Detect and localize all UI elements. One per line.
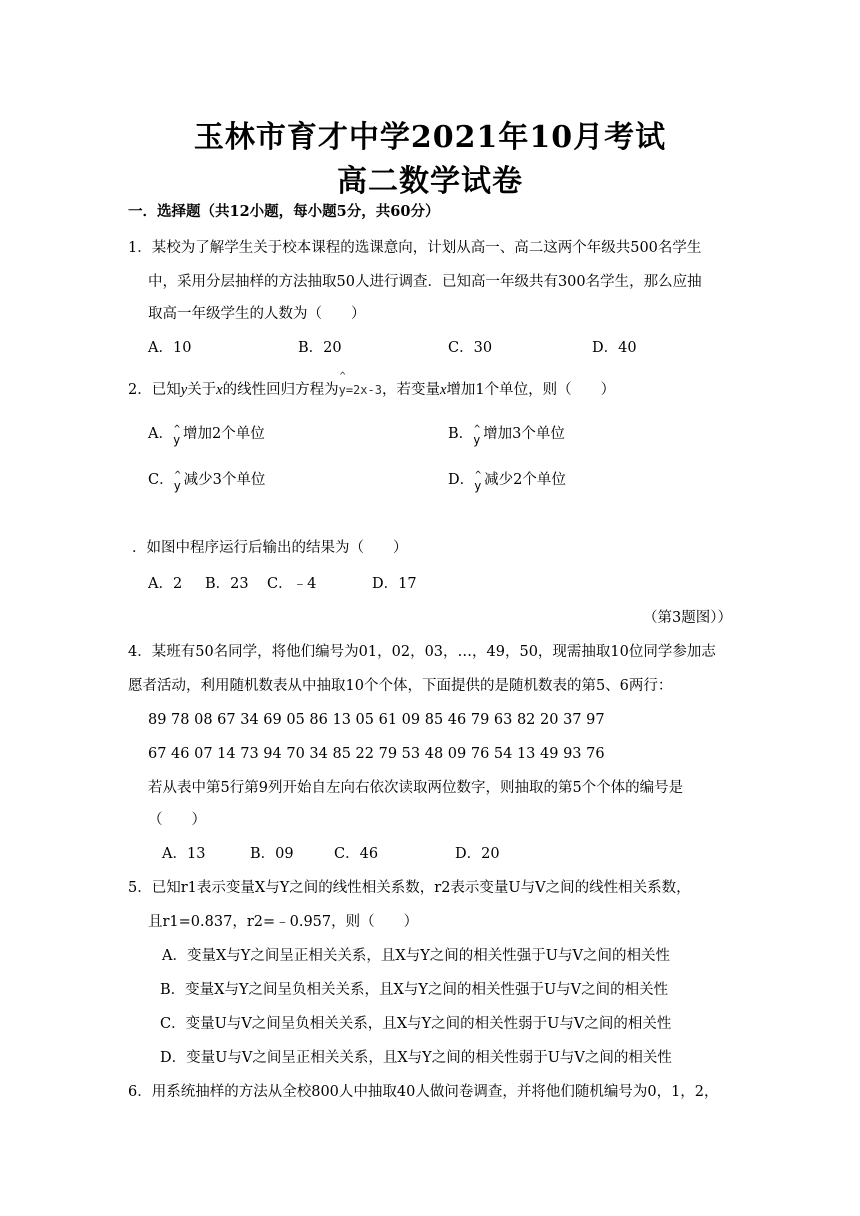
q2-option-d: D． ^ y 减少2个单位 <box>448 470 566 493</box>
y-hat-icon: ^ y <box>173 470 181 493</box>
q2-option-c: C． ^ y 减少3个单位 <box>148 470 266 493</box>
q2-var-x: x <box>216 382 223 398</box>
q2-mid1: 关于 <box>187 382 217 398</box>
q4-option-b: B．09 <box>250 846 294 862</box>
y-hat-icon: ^ y <box>474 470 482 493</box>
q5-option-b: B．变量X与Y之间呈负相关关系，且X与Y之间的相关性强于U与V之间的相关性 <box>160 982 669 998</box>
q5-line1: 5．已知r1表示变量X与Y之间的线性相关系数，r2表示变量U与V之间的线性相关系数， <box>128 880 691 896</box>
q5-option-c: C．变量U与V之间呈负相关关系，且X与Y之间的相关性弱于U与V之间的相关性 <box>160 1016 672 1032</box>
q5-option-a: A．变量X与Y之间呈正相关关系，且X与Y之间的相关性强于U与V之间的相关性 <box>162 948 670 964</box>
q5-option-d: D．变量U与V之间呈正相关关系，且X与Y之间的相关性弱于U与V之间的相关性 <box>160 1050 672 1066</box>
y-hat-icon: ^ y <box>172 424 181 447</box>
q1-option-b: B．20 <box>298 340 342 356</box>
q2-option-a: A． ^ y 增加2个单位 <box>148 424 265 447</box>
q5-line2: 且r1=0.837，r2=﹣0.957，则（ ） <box>148 914 419 930</box>
q3-figure-caption: （第3题图）） <box>643 610 732 626</box>
q1-option-d: D．40 <box>592 340 637 356</box>
q2-suffix: 增加1个单位，则（ ） <box>446 382 616 398</box>
y-hat-icon: ^ y <box>473 424 481 447</box>
section-heading: 一．选择题（共12小题，每小题5分，共60分） <box>128 203 440 220</box>
q4-line1: 4．某班有50名同学，将他们编号为01，02，03，…，49，50，现需抽取10位同学参加志 <box>128 644 716 660</box>
q4-option-d: D．20 <box>455 846 500 862</box>
q1-line1: 1．某校为了解学生关于校本课程的选课意向，计划从高一、高二这两个年级共500名学生 <box>128 240 702 256</box>
q1-line2: 中，采用分层抽样的方法抽取50人进行调查．已知高一年级共有300名学生，那么应抽 <box>148 274 702 290</box>
q2-option-b: B． ^ y 增加3个单位 <box>448 424 565 447</box>
q2-mid3: ，若变量 <box>381 382 440 398</box>
exam-subtitle: 高二数学试卷 <box>337 164 523 199</box>
q3-option-d: D．17 <box>372 576 417 592</box>
q3-option-c: C．﹣4 <box>267 576 317 592</box>
q6-line1: 6．用系统抽样的方法从全校800人中抽取40人做问卷调查，并将他们随机编号为0，1，2， <box>128 1084 719 1100</box>
q2-mid2: 的线性回归方程为 <box>222 382 339 398</box>
q2-stem <box>128 371 616 400</box>
q4-option-a: A．13 <box>162 846 206 862</box>
q4-line4: （ ） <box>148 812 206 828</box>
exam-title: 玉林市育才中学2021年10月考试 <box>193 120 667 155</box>
q2-var-x2: x <box>439 382 447 398</box>
q2-prefix: 2．已知 <box>128 382 181 398</box>
q4-random-row6: 67 46 07 14 73 94 70 34 85 22 79 53 48 09 76 54 13 49 93 76 <box>148 746 605 762</box>
q3-option-b: B．23 <box>205 576 249 592</box>
q1-line3: 取高一年级学生的人数为（ ） <box>148 306 366 322</box>
q4-line2: 愿者活动，利用随机数表从中抽取10个个体，下面提供的是随机数表的第5、6两行： <box>128 678 673 694</box>
q3-option-a: A．2 <box>148 576 183 592</box>
q2-equation: ^ y=2x-3 <box>339 380 382 400</box>
hat-icon: ^ <box>339 371 346 382</box>
q4-random-row5: 89 78 08 67 34 69 05 86 13 05 61 09 85 46 79 63 82 20 37 97 <box>148 712 605 728</box>
q3-line1: ．如图中程序运行后输出的结果为（ ） <box>132 540 408 556</box>
q4-option-c: C．46 <box>334 846 379 862</box>
q4-line3: 若从表中第5行第9列开始自左向右依次读取两位数字，则抽取的第5个个体的编号是 <box>148 780 684 796</box>
q2-var-y: y <box>180 382 188 398</box>
q1-option-c: C．30 <box>448 340 493 356</box>
q1-option-a: A．10 <box>148 340 192 356</box>
